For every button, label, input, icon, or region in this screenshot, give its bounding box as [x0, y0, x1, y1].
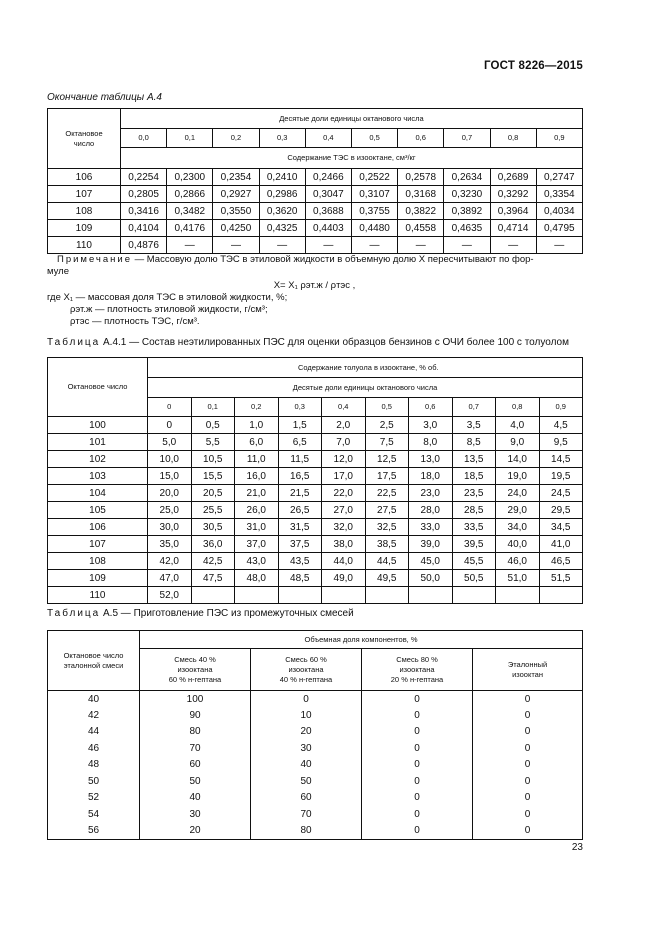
table-cell: 0,3755: [351, 203, 397, 220]
table-cell: 20: [251, 724, 362, 741]
table-cell: —: [167, 237, 213, 254]
table-cell: 51,0: [496, 570, 540, 587]
note-label: Примечание: [57, 254, 132, 265]
table-cell: 0,2254: [121, 169, 167, 186]
column-header: 0,8: [496, 398, 540, 417]
table-cell: 60: [140, 757, 251, 774]
table-row: [48, 773, 583, 790]
caption-text: А.5 — Приготовление ПЭС из промежуточных смесей: [100, 608, 354, 619]
table-cell: 0,4403: [305, 220, 351, 237]
table-cell: —: [259, 237, 305, 254]
table-cell: 27,0: [322, 502, 366, 519]
table-cell: 80: [140, 724, 251, 741]
table-cell: 50,5: [452, 570, 496, 587]
table-cell: 0: [362, 790, 473, 807]
table-cell: 21,5: [278, 485, 322, 502]
table-cell: 1,5: [278, 417, 322, 434]
table-cell: 27,5: [365, 502, 409, 519]
row-octane-cell: 106: [48, 519, 148, 536]
table-cell: 0,2805: [121, 186, 167, 203]
group-head-2: Десятые доли единицы октанового числа: [148, 378, 583, 398]
column-header: 0,0: [121, 129, 167, 148]
table-cell: 11,5: [278, 451, 322, 468]
table-cell: [235, 587, 279, 604]
table-cell: 33,0: [409, 519, 453, 536]
table-cell: 0: [362, 773, 473, 790]
table-cell: 3,5: [452, 417, 496, 434]
table-cell: 12,0: [322, 451, 366, 468]
col-head-isooctane: Эталонный изооктан: [473, 649, 583, 691]
table-cell: 43,5: [278, 553, 322, 570]
table-cell: 5,0: [148, 434, 192, 451]
row-octane-cell: 109: [48, 570, 148, 587]
table-cell: 0,2927: [213, 186, 259, 203]
table-cell: 24,0: [496, 485, 540, 502]
table-row: [48, 417, 583, 434]
table-cell: 0: [473, 773, 583, 790]
table-cell: 0,4635: [444, 220, 490, 237]
table-cell: 20,5: [191, 485, 235, 502]
formula: X= X₁ ρэт.ж / ρтэс ,: [273, 280, 356, 291]
table-cell: 0,4325: [259, 220, 305, 237]
table-cell: 0,3482: [167, 203, 213, 220]
table-a4: [47, 108, 583, 254]
table-row: [48, 570, 583, 587]
row-octane-cell: 48: [48, 757, 140, 774]
table-cell: 38,0: [322, 536, 366, 553]
table-cell: 47,5: [191, 570, 235, 587]
table-cell: 29,5: [539, 502, 583, 519]
table-cell: 0,2866: [167, 186, 213, 203]
column-header: 0,9: [536, 129, 582, 148]
table-cell: 6,5: [278, 434, 322, 451]
table-cell: 0,3688: [305, 203, 351, 220]
table-cell: 2,5: [365, 417, 409, 434]
table-cell: 1,0: [235, 417, 279, 434]
table-cell: 0,4876: [121, 237, 167, 254]
table-cell: 19,5: [539, 468, 583, 485]
table-cell: 41,0: [539, 536, 583, 553]
table-cell: 45,0: [409, 553, 453, 570]
table-cell: 46,5: [539, 553, 583, 570]
table-cell: 28,0: [409, 502, 453, 519]
table-cell: 0,2747: [536, 169, 582, 186]
table-cell: 40: [251, 757, 362, 774]
table-cell: 0,4480: [351, 220, 397, 237]
table-cell: 19,0: [496, 468, 540, 485]
table-cell: 0: [362, 740, 473, 757]
table-cell: 10,0: [148, 451, 192, 468]
table-cell: 80: [251, 823, 362, 840]
table-cell: 43,0: [235, 553, 279, 570]
table-cell: 28,5: [452, 502, 496, 519]
table-cell: 0: [473, 707, 583, 724]
column-header: 0,6: [409, 398, 453, 417]
table-cell: 0,3964: [490, 203, 536, 220]
column-header: 0,3: [259, 129, 305, 148]
table-cell: 52,0: [148, 587, 192, 604]
column-header: 0,5: [351, 129, 397, 148]
row-octane-cell: 100: [48, 417, 148, 434]
table-a4-caption: Окончание таблицы А.4: [47, 92, 162, 103]
column-header: 0,9: [539, 398, 583, 417]
table-cell: 70: [251, 806, 362, 823]
row-octane-cell: 102: [48, 451, 148, 468]
table-cell: 0: [362, 823, 473, 840]
row-head: Октановое число: [48, 358, 148, 417]
table-cell: 17,0: [322, 468, 366, 485]
table-cell: 90: [140, 707, 251, 724]
table-cell: 30: [251, 740, 362, 757]
table-cell: 40,0: [496, 536, 540, 553]
table-cell: 30: [140, 806, 251, 823]
table-cell: [322, 587, 366, 604]
table-row: [48, 691, 583, 708]
column-header: 0,4: [305, 129, 351, 148]
table-row: [48, 220, 583, 237]
table-cell: 34,5: [539, 519, 583, 536]
row-octane-cell: 103: [48, 468, 148, 485]
table-cell: 0: [473, 691, 583, 708]
row-octane-cell: 107: [48, 186, 121, 203]
table-cell: 31,0: [235, 519, 279, 536]
document-header: ГОСТ 8226—2015: [483, 60, 583, 72]
table-row: [48, 757, 583, 774]
table-cell: 22,0: [322, 485, 366, 502]
table-a5: [47, 630, 583, 840]
table-row: [48, 536, 583, 553]
table-row: [48, 237, 583, 254]
table-row: [48, 468, 583, 485]
table-cell: 32,0: [322, 519, 366, 536]
table-cell: [452, 587, 496, 604]
table-cell: —: [351, 237, 397, 254]
table-cell: 0,2634: [444, 169, 490, 186]
table-cell: 0: [251, 691, 362, 708]
table-cell: 47,0: [148, 570, 192, 587]
table-cell: —: [305, 237, 351, 254]
table-cell: —: [490, 237, 536, 254]
table-cell: 0: [473, 823, 583, 840]
row-head: Октановое число эталонной смеси: [48, 631, 140, 691]
table-cell: [365, 587, 409, 604]
table-cell: 100: [140, 691, 251, 708]
table-cell: 0,3620: [259, 203, 305, 220]
table-cell: 42,0: [148, 553, 192, 570]
table-cell: 0,5: [191, 417, 235, 434]
row-octane-cell: 108: [48, 203, 121, 220]
col-head-mix80: Смесь 80 % изооктана 20 % н-гептана: [362, 649, 473, 691]
group-head: Объемная доля компонентов, %: [140, 631, 583, 649]
table-row: [48, 203, 583, 220]
row-octane-cell: 110: [48, 587, 148, 604]
row-octane-cell: 104: [48, 485, 148, 502]
table-cell: 13,5: [452, 451, 496, 468]
where-2: ρэт.ж — плотность этиловой жидкости, г/см³;: [70, 304, 268, 315]
table-cell: 44,0: [322, 553, 366, 570]
table-cell: 39,0: [409, 536, 453, 553]
table-row: [48, 823, 583, 840]
table-cell: 50: [140, 773, 251, 790]
row-octane-cell: 50: [48, 773, 140, 790]
table-cell: 42,5: [191, 553, 235, 570]
note-text-cont: муле: [47, 266, 70, 277]
table-cell: 32,5: [365, 519, 409, 536]
row-octane-cell: 107: [48, 536, 148, 553]
table-cell: 26,5: [278, 502, 322, 519]
column-header: 0,3: [278, 398, 322, 417]
table-cell: [409, 587, 453, 604]
column-header: 0,8: [490, 129, 536, 148]
table-cell: 30,5: [191, 519, 235, 536]
table-cell: 8,0: [409, 434, 453, 451]
table-cell: 20: [140, 823, 251, 840]
caption-text: А.4.1 — Состав неэтилированных ПЭС для оценки образцов бензинов с ОЧИ более 100 с толуолом: [100, 337, 569, 348]
table-cell: 16,0: [235, 468, 279, 485]
row-octane-cell: 110: [48, 237, 121, 254]
table-cell: 0,3230: [444, 186, 490, 203]
table-cell: 25,5: [191, 502, 235, 519]
table-cell: 44,5: [365, 553, 409, 570]
table-cell: 0,2986: [259, 186, 305, 203]
column-header: 0,7: [444, 129, 490, 148]
row-octane-cell: 106: [48, 169, 121, 186]
where-3: ρтэс — плотность ТЭС, г/см³.: [70, 316, 200, 327]
table-row: [48, 434, 583, 451]
table-cell: 0,2689: [490, 169, 536, 186]
table-cell: 0,3168: [398, 186, 444, 203]
column-header: 0,4: [322, 398, 366, 417]
table-cell: 6,0: [235, 434, 279, 451]
row-octane-cell: 109: [48, 220, 121, 237]
table-cell: [278, 587, 322, 604]
table-row: [48, 587, 583, 604]
row-octane-cell: 42: [48, 707, 140, 724]
table-cell: 0,3550: [213, 203, 259, 220]
table-cell: 0,2578: [398, 169, 444, 186]
table-row: [48, 707, 583, 724]
table-cell: 0: [473, 806, 583, 823]
table-cell: 48,0: [235, 570, 279, 587]
column-header: 0,1: [167, 129, 213, 148]
table-cell: 0,3292: [490, 186, 536, 203]
table-cell: [191, 587, 235, 604]
table-cell: 17,5: [365, 468, 409, 485]
column-header: 0,5: [365, 398, 409, 417]
table-row: [48, 740, 583, 757]
table-row: [48, 451, 583, 468]
row-octane-cell: 54: [48, 806, 140, 823]
table-cell: —: [536, 237, 582, 254]
column-header: 0,1: [191, 398, 235, 417]
table-row: [48, 169, 583, 186]
column-header: 0,6: [398, 129, 444, 148]
table-cell: 38,5: [365, 536, 409, 553]
table-cell: 0,4176: [167, 220, 213, 237]
table-cell: 0,3107: [351, 186, 397, 203]
table-cell: 0,3822: [398, 203, 444, 220]
table-cell: 0: [362, 691, 473, 708]
col-head-mix40: Смесь 40 % изооктана 60 % н-гептана: [140, 649, 251, 691]
table-cell: 16,5: [278, 468, 322, 485]
table-cell: 36,0: [191, 536, 235, 553]
table-cell: 23,0: [409, 485, 453, 502]
table-cell: 34,0: [496, 519, 540, 536]
table-cell: 14,5: [539, 451, 583, 468]
table-cell: 0,2300: [167, 169, 213, 186]
table-cell: 0: [148, 417, 192, 434]
row-octane-cell: 52: [48, 790, 140, 807]
where-1: где X₁ — массовая доля ТЭС в этиловой жидкости, %;: [47, 292, 288, 303]
row-octane-cell: 56: [48, 823, 140, 840]
table-cell: 7,0: [322, 434, 366, 451]
column-header: 0: [148, 398, 192, 417]
table-row: [48, 519, 583, 536]
table-cell: 0,3416: [121, 203, 167, 220]
table-a4-note: [47, 254, 582, 328]
table-cell: 0,2354: [213, 169, 259, 186]
table-cell: 0,4250: [213, 220, 259, 237]
table-cell: 25,0: [148, 502, 192, 519]
table-cell: 4,5: [539, 417, 583, 434]
table-cell: —: [444, 237, 490, 254]
table-cell: 4,0: [496, 417, 540, 434]
table-a5-caption: [47, 608, 354, 619]
row-octane-cell: 44: [48, 724, 140, 741]
row-octane-cell: 108: [48, 553, 148, 570]
table-a41: [47, 357, 583, 604]
table-cell: 37,5: [278, 536, 322, 553]
table-cell: 0,2466: [305, 169, 351, 186]
table-cell: 12,5: [365, 451, 409, 468]
table-row: [48, 502, 583, 519]
table-cell: 0: [473, 790, 583, 807]
table-cell: 0,4558: [398, 220, 444, 237]
note-text: — Массовую долю ТЭС в этиловой жидкости в объемную долю X пересчитывают по фор-: [132, 254, 534, 265]
table-cell: 35,0: [148, 536, 192, 553]
table-cell: 39,5: [452, 536, 496, 553]
table-cell: 9,0: [496, 434, 540, 451]
table-cell: 0: [473, 757, 583, 774]
page-number: 23: [571, 842, 583, 853]
column-header: 0,7: [452, 398, 496, 417]
table-cell: 50: [251, 773, 362, 790]
table-cell: 15,0: [148, 468, 192, 485]
table-cell: 70: [140, 740, 251, 757]
caption-label: Таблица: [47, 337, 101, 348]
table-cell: 37,0: [235, 536, 279, 553]
table-cell: 23,5: [452, 485, 496, 502]
table-cell: 0,4714: [490, 220, 536, 237]
table-cell: 21,0: [235, 485, 279, 502]
row-octane-cell: 105: [48, 502, 148, 519]
table-row: [48, 806, 583, 823]
table-cell: 3,0: [409, 417, 453, 434]
table-cell: 60: [251, 790, 362, 807]
table-cell: 49,0: [322, 570, 366, 587]
table-cell: 45,5: [452, 553, 496, 570]
table-cell: 0: [473, 740, 583, 757]
table-cell: 22,5: [365, 485, 409, 502]
table-cell: 0,4104: [121, 220, 167, 237]
table-cell: 48,5: [278, 570, 322, 587]
table-cell: 0,3354: [536, 186, 582, 203]
row-head: Октановое число: [48, 109, 121, 169]
table-row: [48, 724, 583, 741]
table-cell: 9,5: [539, 434, 583, 451]
row-octane-cell: 46: [48, 740, 140, 757]
table-cell: 0: [473, 724, 583, 741]
table-cell: 0,4795: [536, 220, 582, 237]
table-cell: 0: [362, 707, 473, 724]
table-cell: 7,5: [365, 434, 409, 451]
table-cell: 5,5: [191, 434, 235, 451]
table-cell: 0: [362, 806, 473, 823]
table-cell: 51,5: [539, 570, 583, 587]
table-a41-caption: [47, 337, 569, 348]
caption-label: Таблица: [47, 608, 101, 619]
table-cell: 18,0: [409, 468, 453, 485]
table-cell: 13,0: [409, 451, 453, 468]
table-cell: —: [398, 237, 444, 254]
row-octane-cell: 40: [48, 691, 140, 708]
table-cell: 30,0: [148, 519, 192, 536]
table-cell: 0,4034: [536, 203, 582, 220]
table-cell: 29,0: [496, 502, 540, 519]
table-cell: 46,0: [496, 553, 540, 570]
table-cell: 33,5: [452, 519, 496, 536]
table-cell: [539, 587, 583, 604]
table-cell: 24,5: [539, 485, 583, 502]
table-cell: 0: [362, 757, 473, 774]
group-head: Десятые доли единицы октанового числа: [121, 109, 583, 129]
table-row: [48, 186, 583, 203]
table-cell: [496, 587, 540, 604]
table-cell: 8,5: [452, 434, 496, 451]
table-cell: 2,0: [322, 417, 366, 434]
row-octane-cell: 101: [48, 434, 148, 451]
col-head-mix60: Смесь 60 % изооктана 40 % н-гептана: [251, 649, 362, 691]
table-cell: 40: [140, 790, 251, 807]
table-row: [48, 485, 583, 502]
table-cell: 11,0: [235, 451, 279, 468]
table-cell: 26,0: [235, 502, 279, 519]
table-cell: 49,5: [365, 570, 409, 587]
group-head-1: Содержание толуола в изооктане, % об.: [148, 358, 583, 378]
table-cell: 10,5: [191, 451, 235, 468]
table-cell: 10: [251, 707, 362, 724]
column-header: 0,2: [213, 129, 259, 148]
table-row: [48, 790, 583, 807]
table-cell: 0,3047: [305, 186, 351, 203]
table-cell: 0: [362, 724, 473, 741]
table-cell: 50,0: [409, 570, 453, 587]
sub-head: Содержание ТЭС в изооктане, см³/кг: [121, 148, 583, 169]
table-cell: 31,5: [278, 519, 322, 536]
table-cell: 18,5: [452, 468, 496, 485]
table-cell: 0,3892: [444, 203, 490, 220]
table-cell: 20,0: [148, 485, 192, 502]
table-cell: 15,5: [191, 468, 235, 485]
table-cell: 14,0: [496, 451, 540, 468]
table-row: [48, 553, 583, 570]
table-cell: 0,2410: [259, 169, 305, 186]
table-cell: 0,2522: [351, 169, 397, 186]
column-header: 0,2: [235, 398, 279, 417]
table-cell: —: [213, 237, 259, 254]
